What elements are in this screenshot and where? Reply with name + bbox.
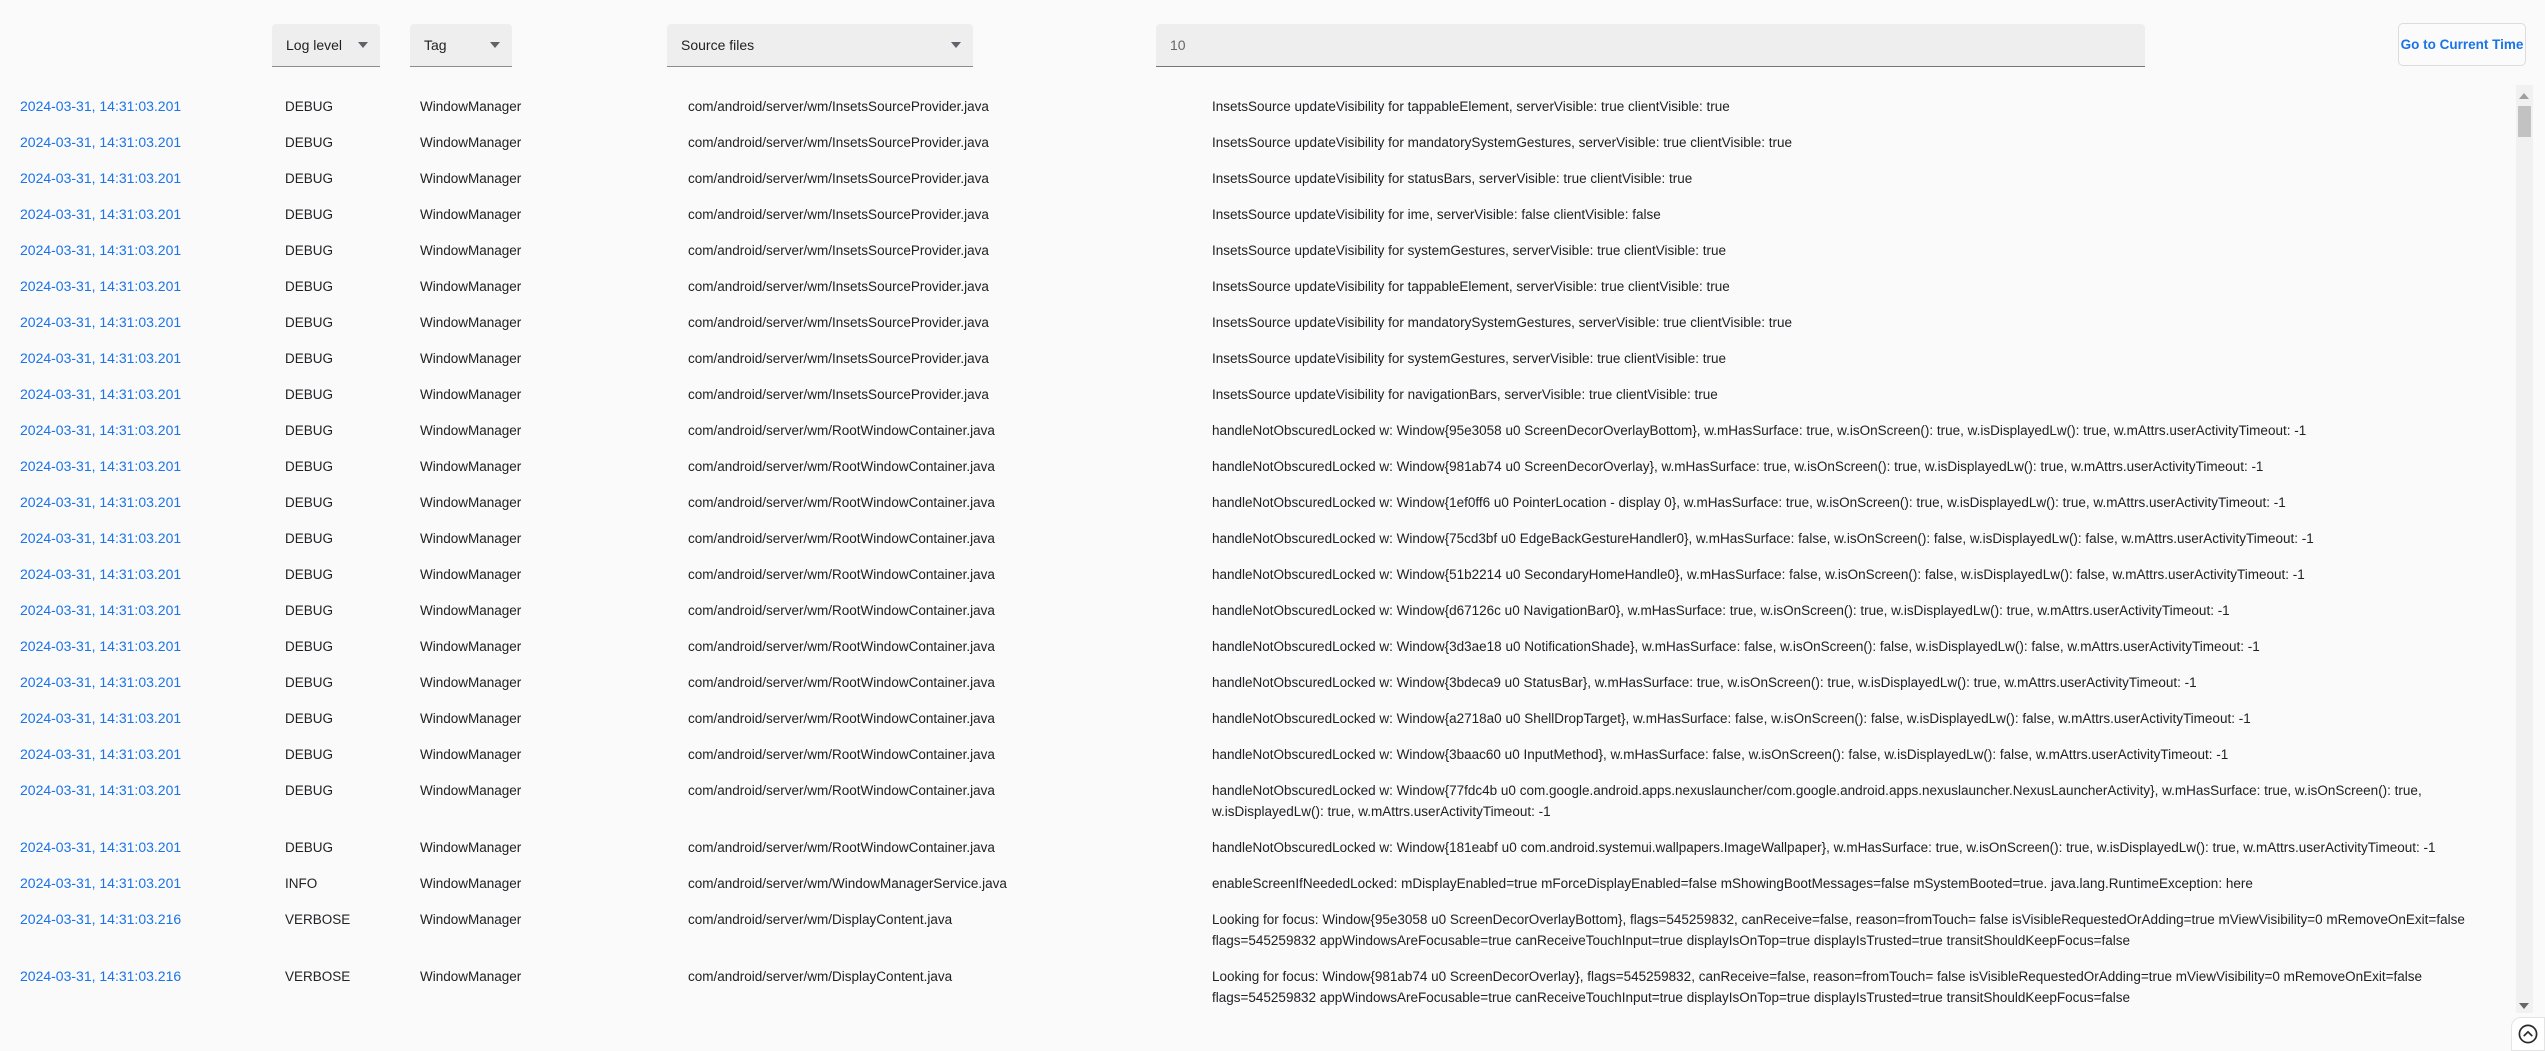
log-source-file-cell: com/android/server/wm/RootWindowContainer.java bbox=[688, 531, 995, 546]
log-source-file-cell: com/android/server/wm/WindowManagerService.java bbox=[688, 876, 1007, 891]
log-row[interactable] bbox=[0, 959, 2516, 1016]
log-tag-cell: WindowManager bbox=[420, 876, 522, 891]
log-tag-cell: WindowManager bbox=[420, 243, 522, 258]
log-source-file-cell: com/android/server/wm/InsetsSourceProvider.java bbox=[688, 387, 989, 402]
log-row[interactable] bbox=[0, 305, 2516, 341]
log-timestamp-link[interactable]: 2024-03-31, 14:31:03.201 bbox=[20, 530, 182, 546]
log-tag-cell: WindowManager bbox=[420, 567, 522, 582]
log-message-cell: InsetsSource updateVisibility for ime, serverVisible: false clientVisible: false bbox=[1212, 207, 1661, 222]
chevron-down-icon bbox=[951, 42, 961, 48]
log-message-cell: handleNotObscuredLocked w: Window{51b2214 u0 SecondaryHomeHandle0}, w.mHasSurface: false, w.isOnScreen(): false, w.isDisplayedLw(): false, w.mAttrs.userActivityTimeout: -1 bbox=[1212, 567, 2305, 582]
log-level-cell: DEBUG bbox=[285, 423, 334, 438]
log-level-cell: DEBUG bbox=[285, 459, 334, 474]
log-source-file-cell: com/android/server/wm/InsetsSourceProvider.java bbox=[688, 351, 989, 366]
log-tag-cell: WindowManager bbox=[420, 969, 522, 984]
log-level-cell: VERBOSE bbox=[285, 912, 351, 927]
log-timestamp-link[interactable]: 2024-03-31, 14:31:03.201 bbox=[20, 170, 182, 186]
log-message-cell: handleNotObscuredLocked w: Window{3bdeca9 u0 StatusBar}, w.mHasSurface: true, w.isOnScreen(): true, w.isDisplayedLw(): true, w.mAttrs.userActivityTimeout: -1 bbox=[1212, 675, 2197, 690]
log-source-file-cell: com/android/server/wm/RootWindowContainer.java bbox=[688, 603, 995, 618]
scrollbar-up-arrow-icon[interactable] bbox=[2519, 93, 2529, 99]
log-source-file-cell: com/android/server/wm/RootWindowContainer.java bbox=[688, 567, 995, 582]
log-tag-cell: WindowManager bbox=[420, 603, 522, 618]
log-level-cell: DEBUG bbox=[285, 171, 334, 186]
log-source-file-cell: com/android/server/wm/DisplayContent.java bbox=[688, 912, 953, 927]
chevron-down-icon bbox=[490, 42, 500, 48]
log-tag-cell: WindowManager bbox=[420, 279, 522, 294]
log-tag-cell: WindowManager bbox=[420, 783, 522, 798]
log-tag-cell: WindowManager bbox=[420, 351, 522, 366]
log-level-cell: DEBUG bbox=[285, 495, 334, 510]
log-timestamp-link[interactable]: 2024-03-31, 14:31:03.201 bbox=[20, 566, 182, 582]
scrollbar-thumb[interactable] bbox=[2518, 106, 2531, 137]
log-timestamp-link[interactable]: 2024-03-31, 14:31:03.201 bbox=[20, 422, 182, 438]
log-timestamp-link[interactable]: 2024-03-31, 14:31:03.201 bbox=[20, 839, 182, 855]
scroll-to-top-button[interactable] bbox=[2511, 1017, 2545, 1051]
log-source-file-cell: com/android/server/wm/RootWindowContainer.java bbox=[688, 675, 995, 690]
log-level-cell: DEBUG bbox=[285, 279, 334, 294]
log-message-cell: InsetsSource updateVisibility for tappableElement, serverVisible: true clientVisible: true bbox=[1212, 279, 1730, 294]
log-row[interactable] bbox=[0, 701, 2516, 737]
log-tag-cell: WindowManager bbox=[420, 495, 522, 510]
log-row[interactable] bbox=[0, 413, 2516, 449]
log-row[interactable] bbox=[0, 233, 2516, 269]
log-source-file-cell: com/android/server/wm/InsetsSourceProvider.java bbox=[688, 279, 989, 294]
log-message-cell: handleNotObscuredLocked w: Window{d67126c u0 NavigationBar0}, w.mHasSurface: true, w.isOnScreen(): true, w.isDisplayedLw(): true, w.mAttrs.userActivityTimeout: -1 bbox=[1212, 603, 2230, 618]
log-source-file-cell: com/android/server/wm/InsetsSourceProvider.java bbox=[688, 315, 989, 330]
log-tag-cell: WindowManager bbox=[420, 747, 522, 762]
log-level-cell: DEBUG bbox=[285, 531, 334, 546]
vertical-scrollbar[interactable] bbox=[2516, 85, 2533, 1013]
log-level-cell: DEBUG bbox=[285, 639, 334, 654]
log-level-cell: DEBUG bbox=[285, 387, 334, 402]
log-timestamp-link[interactable]: 2024-03-31, 14:31:03.201 bbox=[20, 875, 182, 891]
log-row[interactable] bbox=[0, 377, 2516, 413]
log-level-cell: DEBUG bbox=[285, 675, 334, 690]
log-source-file-cell: com/android/server/wm/DisplayContent.java bbox=[688, 969, 953, 984]
log-timestamp-link[interactable]: 2024-03-31, 14:31:03.201 bbox=[20, 638, 182, 654]
log-timestamp-link[interactable]: 2024-03-31, 14:31:03.201 bbox=[20, 674, 182, 690]
log-level-cell: DEBUG bbox=[285, 315, 334, 330]
log-tag-cell: WindowManager bbox=[420, 207, 522, 222]
log-level-cell: DEBUG bbox=[285, 840, 334, 855]
log-timestamp-link[interactable]: 2024-03-31, 14:31:03.216 bbox=[20, 968, 182, 984]
log-row[interactable] bbox=[0, 89, 2516, 125]
log-source-file-cell: com/android/server/wm/RootWindowContainer.java bbox=[688, 423, 995, 438]
log-timestamp-link[interactable]: 2024-03-31, 14:31:03.201 bbox=[20, 494, 182, 510]
log-message-cell: handleNotObscuredLocked w: Window{a2718a0 u0 ShellDropTarget}, w.mHasSurface: false, w.isOnScreen(): false, w.isDisplayedLw(): false, w.mAttrs.userActivityTimeout: -1 bbox=[1212, 711, 2251, 726]
source-files-select-label: Source files bbox=[681, 37, 755, 53]
log-row[interactable] bbox=[0, 629, 2516, 665]
log-row[interactable] bbox=[0, 485, 2516, 521]
filters-toolbar bbox=[0, 0, 2545, 85]
log-level-select-label: Log level bbox=[286, 37, 343, 53]
log-row[interactable] bbox=[0, 593, 2516, 629]
log-message-cell: InsetsSource updateVisibility for mandatorySystemGestures, serverVisible: true clientVisible: true bbox=[1212, 135, 1793, 150]
log-source-file-cell: com/android/server/wm/InsetsSourceProvider.java bbox=[688, 135, 989, 150]
log-row[interactable] bbox=[0, 830, 2516, 866]
log-row[interactable] bbox=[0, 773, 2516, 830]
log-message-cell: InsetsSource updateVisibility for systemGestures, serverVisible: true clientVisible: true bbox=[1212, 351, 1726, 366]
log-tag-cell: WindowManager bbox=[420, 99, 522, 114]
log-source-file-cell: com/android/server/wm/InsetsSourceProvider.java bbox=[688, 243, 989, 258]
log-row[interactable] bbox=[0, 737, 2516, 773]
log-row[interactable] bbox=[0, 197, 2516, 233]
log-message-cell: handleNotObscuredLocked w: Window{1ef0ff6 u0 PointerLocation - display 0}, w.mHasSurface: true, w.isOnScreen(): true, w.isDisplayedLw(): true, w.mAttrs.userActivityTimeout: -1 bbox=[1212, 495, 2286, 510]
log-message-cell: handleNotObscuredLocked w: Window{3baac60 u0 InputMethod}, w.mHasSurface: false, w.isOnScreen(): false, w.isDisplayedLw(): false, w.mAttrs.userActivityTimeout: -1 bbox=[1212, 747, 2229, 762]
log-tag-cell: WindowManager bbox=[420, 840, 522, 855]
log-level-cell: DEBUG bbox=[285, 603, 334, 618]
log-tag-cell: WindowManager bbox=[420, 387, 522, 402]
scrollbar-down-arrow-icon[interactable] bbox=[2519, 1003, 2529, 1009]
log-tag-cell: WindowManager bbox=[420, 639, 522, 654]
log-tag-cell: WindowManager bbox=[420, 459, 522, 474]
tag-select[interactable] bbox=[410, 24, 512, 67]
log-timestamp-link[interactable]: 2024-03-31, 14:31:03.201 bbox=[20, 602, 182, 618]
log-level-cell: DEBUG bbox=[285, 711, 334, 726]
log-message-cell: InsetsSource updateVisibility for navigationBars, serverVisible: true clientVisible: true bbox=[1212, 387, 1718, 402]
tag-select-label: Tag bbox=[424, 37, 447, 53]
log-row[interactable] bbox=[0, 125, 2516, 161]
log-timestamp-link[interactable]: 2024-03-31, 14:31:03.201 bbox=[20, 242, 182, 258]
log-timestamp-link[interactable]: 2024-03-31, 14:31:03.201 bbox=[20, 710, 182, 726]
log-tag-cell: WindowManager bbox=[420, 531, 522, 546]
log-level-cell: VERBOSE bbox=[285, 969, 351, 984]
log-message-cell: handleNotObscuredLocked w: Window{181eabf u0 com.android.systemui.wallpapers.ImageWallpaper}, w.mHasSurface: true, w.isOnScreen(): true, w.isDisplayedLw(): true, w.mAttrs.userActivityTimeout: -1 bbox=[1212, 840, 2436, 855]
log-message-cell: InsetsSource updateVisibility for mandatorySystemGestures, serverVisible: true clientVisible: true bbox=[1212, 315, 1793, 330]
log-level-cell: DEBUG bbox=[285, 747, 334, 762]
log-source-file-cell: com/android/server/wm/RootWindowContainer.java bbox=[688, 747, 995, 762]
log-source-file-cell: com/android/server/wm/RootWindowContainer.java bbox=[688, 840, 995, 855]
log-source-file-cell: com/android/server/wm/RootWindowContainer.java bbox=[688, 639, 995, 654]
log-message-cell: enableScreenIfNeededLocked: mDisplayEnabled=true mForceDisplayEnabled=false mShowingBootMessages=false mSystemBooted=true. java.lang.RuntimeException: here bbox=[1212, 876, 2253, 891]
chevron-down-icon bbox=[358, 42, 368, 48]
source-files-select[interactable] bbox=[667, 24, 973, 67]
log-timestamp-link[interactable]: 2024-03-31, 14:31:03.201 bbox=[20, 746, 182, 762]
log-row[interactable] bbox=[0, 269, 2516, 305]
log-message-cell: handleNotObscuredLocked w: Window{981ab74 u0 ScreenDecorOverlay}, w.mHasSurface: true, w.isOnScreen(): true, w.isDisplayedLw(): true, w.mAttrs.userActivityTimeout: -1 bbox=[1212, 459, 2264, 474]
log-level-cell: INFO bbox=[285, 876, 318, 891]
log-source-file-cell: com/android/server/wm/RootWindowContainer.java bbox=[688, 783, 995, 798]
log-row[interactable] bbox=[0, 521, 2516, 557]
log-source-file-cell: com/android/server/wm/InsetsSourceProvider.java bbox=[688, 171, 989, 186]
log-timestamp-link[interactable]: 2024-03-31, 14:31:03.201 bbox=[20, 314, 182, 330]
log-tag-cell: WindowManager bbox=[420, 171, 522, 186]
log-timestamp-link[interactable]: 2024-03-31, 14:31:03.201 bbox=[20, 458, 182, 474]
log-row[interactable] bbox=[0, 866, 2516, 902]
go-to-current-time-button[interactable]: Go to Current Time bbox=[2398, 23, 2526, 66]
log-tag-cell: WindowManager bbox=[420, 675, 522, 690]
log-level-cell: DEBUG bbox=[285, 99, 334, 114]
log-timestamp-link[interactable]: 2024-03-31, 14:31:03.201 bbox=[20, 386, 182, 402]
log-tag-cell: WindowManager bbox=[420, 711, 522, 726]
log-row[interactable] bbox=[0, 902, 2516, 959]
log-timestamp-link[interactable]: 2024-03-31, 14:31:03.201 bbox=[20, 206, 182, 222]
log-row[interactable] bbox=[0, 665, 2516, 701]
log-timestamp-link[interactable]: 2024-03-31, 14:31:03.201 bbox=[20, 278, 182, 294]
log-message-cell: InsetsSource updateVisibility for systemGestures, serverVisible: true clientVisible: true bbox=[1212, 243, 1726, 258]
log-message-cell: InsetsSource updateVisibility for tappableElement, serverVisible: true clientVisible: true bbox=[1212, 99, 1730, 114]
log-message-cell: InsetsSource updateVisibility for statusBars, serverVisible: true clientVisible: true bbox=[1212, 171, 1693, 186]
log-level-cell: DEBUG bbox=[285, 351, 334, 366]
log-row[interactable] bbox=[0, 341, 2516, 377]
log-level-cell: DEBUG bbox=[285, 207, 334, 222]
log-message-cell: handleNotObscuredLocked w: Window{95e3058 u0 ScreenDecorOverlayBottom}, w.mHasSurface: true, w.isOnScreen(): true, w.isDisplayedLw(): true, w.mAttrs.userActivityTimeout: -1 bbox=[1212, 423, 2307, 438]
log-message-cell: Looking for focus: Window{981ab74 u0 ScreenDecorOverlay}, flags=545259832, canReceive=false, reason=fromTouch= false isVisibleRequestedOrAdding=true mViewVisibility=0 mRemoveOnExit=false flags=545259832 appWindowsAreFocusable=true canReceiveTouchInput=true displayIsOnTop=true displayIsTrusted=true transitShouldKeepFocus=false bbox=[1212, 969, 2423, 1005]
log-tag-cell: WindowManager bbox=[420, 135, 522, 150]
log-source-file-cell: com/android/server/wm/InsetsSourceProvider.java bbox=[688, 99, 989, 114]
log-timestamp-link[interactable]: 2024-03-31, 14:31:03.201 bbox=[20, 134, 182, 150]
log-row[interactable] bbox=[0, 449, 2516, 485]
log-message-cell: handleNotObscuredLocked w: Window{3d3ae18 u0 NotificationShade}, w.mHasSurface: false, w.isOnScreen(): false, w.isDisplayedLw(): false, w.mAttrs.userActivityTimeout: -1 bbox=[1212, 639, 2260, 654]
log-row[interactable] bbox=[0, 557, 2516, 593]
log-timestamp-link[interactable]: 2024-03-31, 14:31:03.201 bbox=[20, 782, 182, 798]
log-message-cell: handleNotObscuredLocked w: Window{75cd3bf u0 EdgeBackGestureHandler0}, w.mHasSurface: false, w.isOnScreen(): false, w.isDisplayedLw(): false, w.mAttrs.userActivityTimeout: -1 bbox=[1212, 531, 2314, 546]
log-level-select[interactable] bbox=[272, 24, 380, 67]
log-source-file-cell: com/android/server/wm/RootWindowContainer.java bbox=[688, 711, 995, 726]
log-level-cell: DEBUG bbox=[285, 135, 334, 150]
log-list bbox=[0, 85, 2516, 1051]
search-text-input[interactable] bbox=[1156, 24, 2145, 67]
log-message-cell: handleNotObscuredLocked w: Window{77fdc4b u0 com.google.android.apps.nexuslauncher/com.google.android.apps.nexuslauncher.NexusLauncherActivity}, w.mHasSurface: true, w.isOnScreen(): true, w.isDisplayedLw(): true, w.mAttrs.userActivityTimeout: -1 bbox=[1212, 783, 2422, 819]
arrow-circle-up-icon bbox=[2517, 1023, 2539, 1045]
log-timestamp-link[interactable]: 2024-03-31, 14:31:03.216 bbox=[20, 911, 182, 927]
log-level-cell: DEBUG bbox=[285, 243, 334, 258]
log-row[interactable] bbox=[0, 161, 2516, 197]
log-source-file-cell: com/android/server/wm/RootWindowContainer.java bbox=[688, 459, 995, 474]
log-level-cell: DEBUG bbox=[285, 567, 334, 582]
log-tag-cell: WindowManager bbox=[420, 912, 522, 927]
log-tag-cell: WindowManager bbox=[420, 423, 522, 438]
log-source-file-cell: com/android/server/wm/RootWindowContainer.java bbox=[688, 495, 995, 510]
log-timestamp-link[interactable]: 2024-03-31, 14:31:03.201 bbox=[20, 98, 182, 114]
log-level-cell: DEBUG bbox=[285, 783, 334, 798]
log-source-file-cell: com/android/server/wm/InsetsSourceProvider.java bbox=[688, 207, 989, 222]
log-message-cell: Looking for focus: Window{95e3058 u0 ScreenDecorOverlayBottom}, flags=545259832, canReceive=false, reason=fromTouch= false isVisibleRequestedOrAdding=true mViewVisibility=0 mRemoveOnExit=false flags=545259832 appWindowsAreFocusable=true canReceiveTouchInput=true displayIsOnTop=true displayIsTrusted=true transitShouldKeepFocus=false bbox=[1212, 912, 2465, 948]
log-tag-cell: WindowManager bbox=[420, 315, 522, 330]
log-timestamp-link[interactable]: 2024-03-31, 14:31:03.201 bbox=[20, 350, 182, 366]
